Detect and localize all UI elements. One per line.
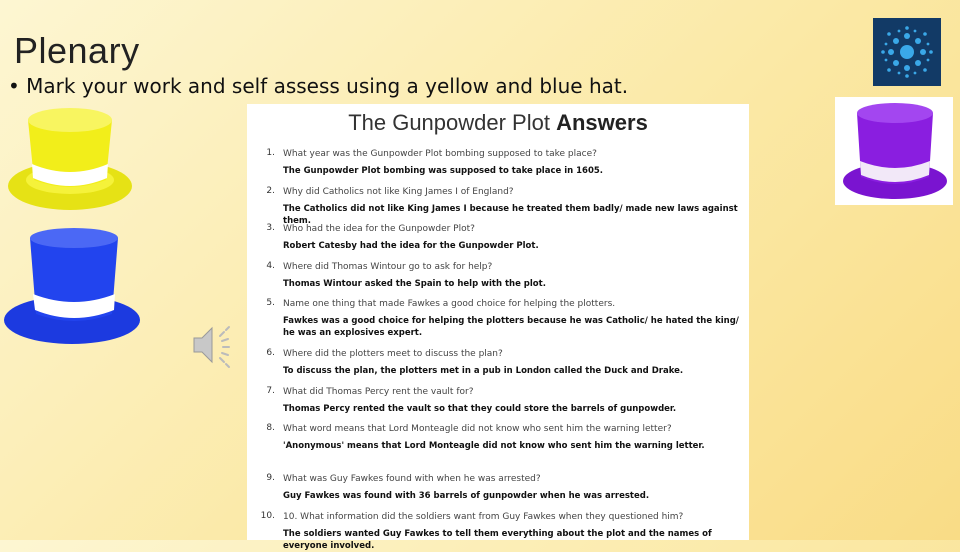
answer-text: Robert Catesby had the idea for the Gunpowder Plot.	[283, 241, 539, 251]
question-number: 3.	[266, 223, 275, 233]
worksheet-title-bold: Answers	[556, 110, 648, 135]
question-text: Name one thing that made Fawkes a good choice for helping the plotters.	[283, 299, 616, 309]
question-number: 1.	[266, 148, 275, 158]
bullet-text: Mark your work and self assess using a yellow and blue hat.	[26, 74, 629, 98]
answer-text: The Catholics did not like King James I because he treated them badly/ made new laws against them.	[283, 203, 738, 226]
question-number: 7.	[266, 385, 275, 396]
list-item	[253, 148, 743, 186]
question-number: 5.	[266, 298, 275, 308]
purple-top-hat-icon	[835, 97, 953, 205]
list-item	[253, 348, 743, 386]
blue-top-hat-icon	[2, 228, 144, 350]
list-item	[253, 261, 743, 299]
question-number: 6.	[266, 348, 275, 358]
list-item	[253, 511, 743, 549]
yellow-top-hat-icon	[4, 106, 136, 218]
question-text: Who had the idea for the Gunpowder Plot?	[283, 224, 475, 234]
worksheet-title	[247, 110, 749, 140]
list-item	[253, 473, 743, 511]
question-text: Why did Catholics not like King James I of England?	[283, 186, 514, 197]
question-number: 2.	[266, 185, 275, 196]
answer-text: To discuss the plan, the plotters met in a pub in London called the Duck and Drake.	[283, 366, 684, 376]
question-text: What word means that Lord Monteagle did not know who sent him the warning letter?	[283, 424, 672, 434]
starburst-logo-icon	[873, 18, 941, 86]
list-item	[253, 223, 743, 261]
question-text: Where did the plotters meet to discuss the plan?	[283, 349, 503, 359]
question-text: 10. What information did the soldiers want from Guy Fawkes when they questioned him?	[283, 511, 684, 522]
answer-text: The Gunpowder Plot bombing was supposed to take place in 1605.	[283, 166, 604, 176]
speaker-icon[interactable]	[190, 322, 240, 368]
list-item	[253, 423, 743, 473]
question-text: What year was the Gunpowder Plot bombing supposed to take place?	[283, 149, 597, 159]
question-text: What did Thomas Percy rent the vault for?	[283, 386, 474, 397]
answer-worksheet	[247, 104, 749, 551]
list-item	[253, 186, 743, 224]
list-item	[253, 386, 743, 424]
bullet-point	[8, 74, 628, 98]
question-number: 9.	[266, 473, 275, 483]
question-answer-list	[247, 148, 749, 551]
question-text: What was Guy Fawkes found with when he was arrested?	[283, 474, 541, 484]
answer-text: Fawkes was a good choice for helping the plotters because he was Catholic/ he hated the king/ he was an explosives expert.	[283, 316, 739, 338]
answer-text: The soldiers wanted Guy Fawkes to tell them everything about the plot and the names of everyone involved.	[283, 528, 712, 551]
question-text: Where did Thomas Wintour go to ask for help?	[283, 261, 493, 272]
purple-hat-picture	[835, 97, 953, 205]
answer-text: Thomas Percy rented the vault so that they could store the barrels of gunpowder.	[283, 403, 677, 414]
question-number: 10.	[260, 510, 275, 521]
answer-text: Guy Fawkes was found with 36 barrels of gunpowder when he was arrested.	[283, 491, 650, 501]
list-item	[253, 298, 743, 348]
slide-title: Plenary	[14, 30, 140, 71]
question-number: 4.	[266, 260, 275, 271]
bullet-marker: •	[8, 74, 20, 98]
question-number: 8.	[266, 423, 275, 433]
worksheet-title-regular: The Gunpowder Plot	[348, 110, 550, 135]
answer-text: 'Anonymous' means that Lord Monteagle did not know who sent him the warning letter.	[283, 441, 705, 451]
answer-text: Thomas Wintour asked the Spain to help with the plot.	[283, 278, 546, 289]
